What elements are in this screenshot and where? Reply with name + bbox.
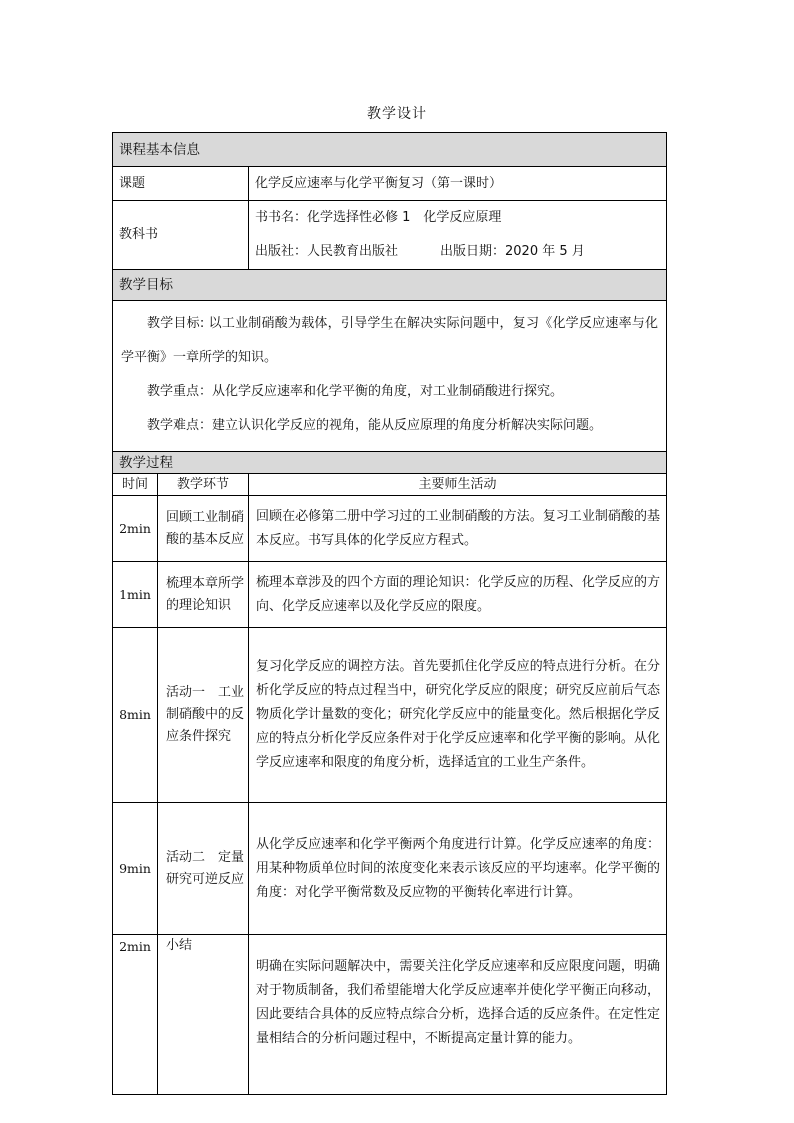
row-activity: 回顾在必修第二册中学习过的工业制硝酸的方法。复习工业制硝酸的基本反应。书写具体的化学反应方程式。 xyxy=(249,496,667,562)
row-stage: 活动一 工业制硝酸中的反应条件探究 xyxy=(158,628,249,803)
section-teaching-process: 教学过程 xyxy=(113,452,667,474)
header-time: 时间 xyxy=(113,474,158,496)
table-row xyxy=(113,803,667,935)
row-activity: 复习化学反应的调控方法。首先要抓住化学反应的特点进行分析。在分析化学反应的特点过程当中，研究化学反应的限度；研究反应前后气态物质化学计量数的变化；研究化学反应中的能量变化。然后根据化学反应的特点分析化学反应条件对于化学反应速率和化学平衡的影响。从化学反应速率和限度的角度分析，选择适宜的工业生产条件。 xyxy=(249,628,667,803)
book-name: 书书名：化学选择性必修 1 化学反应原理 xyxy=(255,210,502,225)
goal-text: 教学目标: 以工业制硝酸为载体，引导学生在解决实际问题中，复习《化学反应速率与化学平衡》一章所学的知识。 xyxy=(121,316,659,365)
topic-label: 课题 xyxy=(113,167,249,201)
section-teaching-goals: 教学目标 xyxy=(113,270,667,301)
publish-date: 出版日期：2020 年 5 月 xyxy=(440,244,585,259)
document-title: 教学设计 xyxy=(367,106,427,122)
section-course-info: 课程基本信息 xyxy=(113,133,667,167)
row-time: 9min xyxy=(113,803,158,935)
table-row xyxy=(113,628,667,803)
goals-body xyxy=(113,301,667,452)
row-activity: 梳理本章涉及的四个方面的理论知识：化学反应的历程、化学反应的方向、化学反应速率以及化学反应的限度。 xyxy=(249,562,667,628)
topic-value: 化学反应速率与化学平衡复习（第一课时） xyxy=(249,167,667,201)
table-row xyxy=(113,935,667,1095)
row-activity: 从化学反应速率和化学平衡两个角度进行计算。化学反应速率的角度：用某种物质单位时间的浓度变化来表示该反应的平均速率。化学平衡的角度：对化学平衡常数及反应物的平衡转化率进行计算。 xyxy=(249,803,667,935)
row-stage: 回顾工业制硝酸的基本反应 xyxy=(158,496,249,562)
row-time: 8min xyxy=(113,628,158,803)
row-time: 2min xyxy=(113,935,158,1095)
row-stage: 活动二 定量研究可逆反应 xyxy=(158,803,249,935)
key-point-text: 教学重点：从化学反应速率和化学平衡的角度，对工业制硝酸进行探究。 xyxy=(147,384,564,399)
header-stage: 教学环节 xyxy=(158,474,249,496)
publisher-date xyxy=(255,235,660,269)
header-activity: 主要师生活动 xyxy=(249,474,667,496)
row-time: 2min xyxy=(113,496,158,562)
row-activity: 明确在实际问题解决中，需要关注化学反应速率和反应限度问题，明确对于物质制备，我们希望能增大化学反应速率并使化学平衡正向移动，因此要结合具体的反应特点综合分析，选择合适的反应条件。在定性定量相结合的分析问题过程中，不断提高定量计算的能力。 xyxy=(249,935,667,1095)
row-stage: 小结 xyxy=(158,935,249,1095)
table-row xyxy=(113,496,667,562)
table-row xyxy=(113,562,667,628)
row-time: 1min xyxy=(113,562,158,628)
difficulty-text: 教学难点：建立认识化学反应的视角，能从反应原理的角度分析解决实际问题。 xyxy=(147,418,603,433)
publisher: 出版社：人民教育出版社 xyxy=(255,244,399,259)
textbook-details xyxy=(249,201,667,270)
row-stage: 梳理本章所学的理论知识 xyxy=(158,562,249,628)
textbook-label: 教科书 xyxy=(113,201,249,270)
lesson-plan-table xyxy=(112,132,666,1046)
